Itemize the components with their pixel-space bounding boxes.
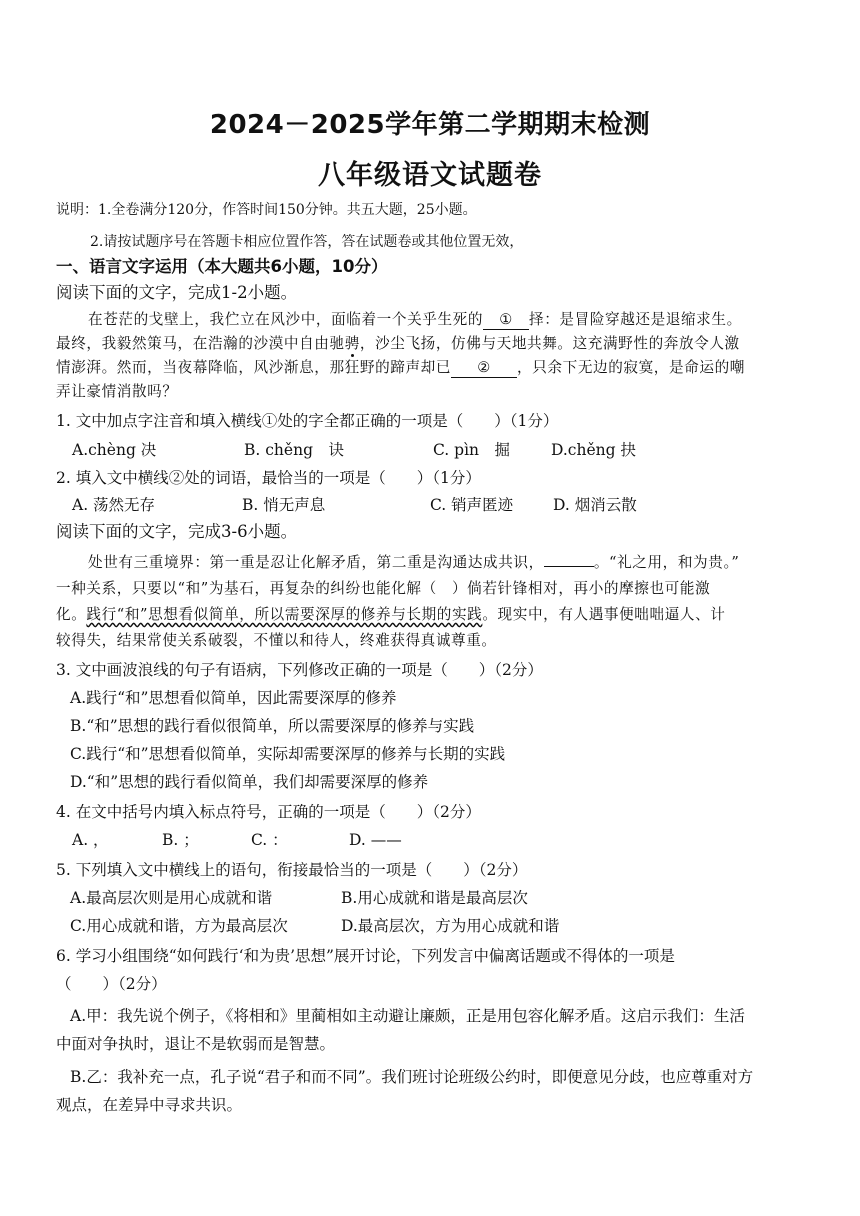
q6-option-b-line-2: 观点，在差异中寻求共识。 — [56, 1096, 243, 1114]
q6-option-a-line-1: A.甲：我先说个例子，《将相和》里蔺相如主动避让廉颇，正是用包容化解矛盾。这启示我们：生活 — [70, 1007, 745, 1025]
question-2-options — [0, 494, 860, 516]
question-1-options — [0, 439, 860, 461]
passage-b-line-3: 化。践行“和”思想看似简单，所以需要深厚的修养与长期的实践。现实中，有人遇事便咄咄逼人、计 — [56, 606, 726, 623]
blank-3 — [544, 566, 594, 567]
q4-option-d: D. —— — [349, 831, 402, 849]
q1-option-c: C. pìn 掘 — [433, 441, 511, 459]
exam-title: 2024－2025学年第二学期期末检测 — [209, 110, 651, 140]
question-4-stem: 4. 在文中括号内填入标点符号，正确的一项是（ ）（2分） — [56, 803, 481, 821]
passage-b-line-1: 处世有三重境界：第一重是忍让化解矛盾，第二重是沟通达成共识， 。“礼之用，和为贵。” — [88, 554, 740, 571]
passage-a-line-1: 在苍茫的戈壁上，我伫立在风沙中，面临着一个关乎生死的 ① 择：是冒险穿越还是退缩求生。 — [88, 311, 742, 328]
question-5-stem: 5. 下列填入文中横线上的语句，衔接最恰当的一项是（ ）（2分） — [56, 861, 528, 879]
q3-option-b: B.“和”思想的践行看似很简单，所以需要深厚的修养与实践 — [70, 717, 475, 735]
question-2-stem: 2. 填入文中横线②处的词语，最恰当的一项是（ ）（1分） — [56, 469, 481, 487]
q2-option-b: B. 悄无声息 — [242, 496, 326, 514]
q5-option-c: C.用心成就和谐，方为最高层次 — [70, 917, 288, 935]
q3-option-d: D.“和”思想的践行看似简单，我们却需要深厚的修养 — [70, 773, 429, 791]
dotted-character: 骋 — [344, 335, 360, 352]
passage-b-line-4: 较得失，结果常使关系破裂，不懂以和待人，终难获得真诚尊重。 — [56, 632, 497, 649]
blank-2: ② — [451, 359, 517, 378]
question-4-options — [0, 829, 860, 851]
passage-b-line-2: 一种关系，只要以“和”为基石，再复杂的纠纷也能化解（ ）倘若针锋相对，再小的摩擦也可能激 — [56, 580, 711, 597]
blank-1: ① — [483, 311, 529, 330]
q3-option-a: A.践行“和”思想看似简单，因此需要深厚的修养 — [70, 689, 397, 707]
q2-option-a: A. 荡然无存 — [72, 496, 156, 514]
section-1-heading: 一、语言文字运用（本大题共6小题，10分） — [56, 257, 388, 276]
wavy-underlined-sentence: 践行“和”思想看似简单，所以需要深厚的修养与长期的实践 — [86, 606, 483, 623]
q5-option-d: D.最高层次，方为用心成就和谐 — [341, 917, 560, 935]
reading-intro-1: 阅读下面的文字，完成1-2小题。 — [56, 283, 298, 302]
q4-option-b: B. ； — [162, 831, 199, 849]
q5-option-b: B.用心成就和谐是最高层次 — [341, 889, 528, 907]
exam-subtitle: 八年级语文试题卷 — [318, 160, 542, 191]
q6-option-b-line-1: B.乙：我补充一点，孔子说“君子和而不同”。我们班讨论班级公约时，即便意见分歧，也应尊重对方 — [70, 1068, 754, 1086]
q2-option-d: D. 烟消云散 — [553, 496, 637, 514]
question-5-options-row-2 — [0, 915, 860, 937]
question-1-stem: 1. 文中加点字注音和填入横线①处的字全都正确的一项是（ ）（1分） — [56, 412, 559, 430]
passage-a-line-3: 情澎湃。然而，当夜幕降临，风沙渐息，那狂野的蹄声却已 ② ，只余下无边的寂寞，是命运的嘲 — [56, 359, 745, 376]
question-6-stem-cont: （ ）（2分） — [56, 975, 167, 993]
passage-a-line-4: 弄让豪情消散吗？ — [56, 383, 178, 400]
q1-option-d: D.chěng 抉 — [551, 441, 636, 459]
q5-option-a: A.最高层次则是用心成就和谐 — [70, 889, 273, 907]
q3-option-c: C.践行“和”思想看似简单，实际却需要深厚的修养与长期的实践 — [70, 745, 506, 763]
instructions-line-2: 2.请按试题序号在答题卡相应位置作答，答在试题卷或其他位置无效， — [90, 234, 524, 250]
q4-option-c: C. ： — [251, 831, 288, 849]
q6-option-a-line-2: 中面对争执时，退让不是软弱而是智慧。 — [56, 1035, 336, 1053]
instructions-line-1: 说明：1.全卷满分120分，作答时间150分钟。共五大题，25小题。 — [56, 202, 477, 218]
question-6-stem: 6. 学习小组围绕“如何践行‘和为贵’思想”展开讨论，下列发言中偏离话题或不得体的一项是 — [56, 947, 675, 965]
q1-option-a: A.chèng 决 — [72, 441, 157, 459]
question-5-options-row-1 — [0, 887, 860, 909]
q4-option-a: A. ， — [72, 831, 109, 849]
q2-option-c: C. 销声匿迹 — [430, 496, 514, 514]
passage-a-line-2: 最终，我毅然策马，在浩瀚的沙漠中自由驰骋，沙尘飞扬，仿佛与天地共舞。这充满野性的奔放令人激 — [56, 335, 740, 352]
reading-intro-2: 阅读下面的文字，完成3-6小题。 — [56, 522, 298, 541]
question-3-stem: 3. 文中画波浪线的句子有语病，下列修改正确的一项是（ ）（2分） — [56, 661, 543, 679]
q1-option-b: B. chěng 诀 — [244, 441, 344, 459]
